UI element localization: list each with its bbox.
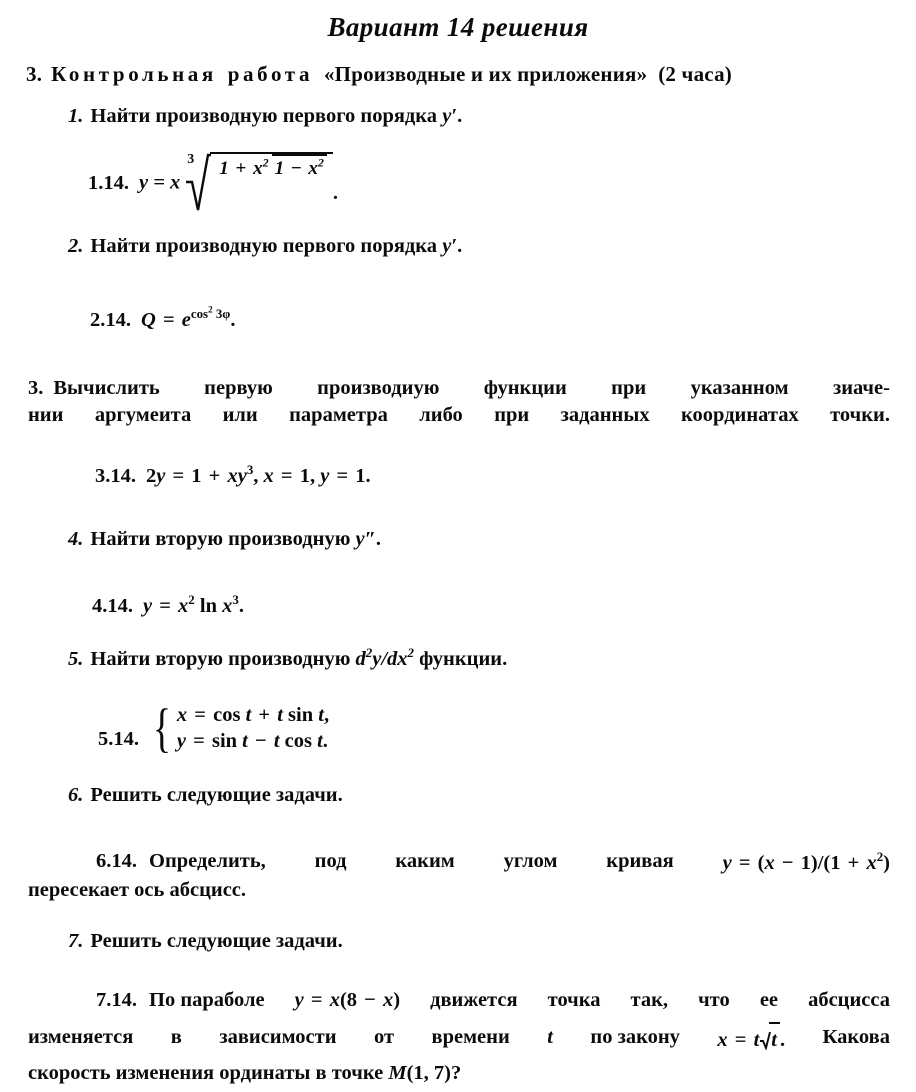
task-heading-end-4: . — [375, 528, 382, 550]
task-heading-symbol-4: y″ — [355, 528, 376, 550]
problem-7-14-formula-1: y = x(8 − x) — [294, 989, 401, 1011]
problem-6-14-formula: $y = (x - 1)/(1 + x^2)$ — [722, 849, 890, 874]
task-number-7: 7. — [68, 930, 84, 952]
p714-b5: ее — [759, 989, 779, 1011]
p714-c4: от — [374, 1025, 395, 1048]
problem-6-14-line-1 — [28, 848, 890, 877]
task-heading-symbol-1: y′ — [442, 105, 458, 127]
section-label-before: Контрольная — [51, 62, 217, 86]
left-brace-icon: { — [152, 698, 172, 759]
problem-2-14-end: . — [230, 309, 236, 332]
problem-6-14 — [28, 848, 890, 904]
t3b-w1: нии — [28, 404, 64, 427]
task-heading-3-line-1 — [28, 375, 890, 402]
p614-w2: под — [314, 850, 347, 872]
problem-number-3-14: 3.14. — [95, 464, 136, 487]
task-heading-3 — [28, 375, 890, 429]
problem-2-14-equals: = — [162, 309, 175, 332]
radicand-fraction — [210, 152, 333, 180]
problem-2-14-exponent: cos2 3φ — [190, 305, 231, 322]
radicand-t: t — [769, 1022, 780, 1056]
problem-7-14-line-3: скорость изменения ординаты в точке M(1, 7)? — [28, 1061, 462, 1084]
task-heading-7 — [68, 930, 343, 953]
system-equation-2: y = sin t − t cos t. — [176, 730, 328, 753]
problem-number-2-14: 2.14. — [90, 309, 131, 332]
fraction-denominator: $1 - x^2$ — [272, 154, 327, 179]
problem-4-14 — [92, 592, 244, 618]
system-equation-1: x = cos t + t sin t, — [176, 704, 330, 726]
p614-w4: углом — [503, 850, 558, 872]
point-label-M: M — [388, 1061, 407, 1084]
t3-w2: первую — [204, 377, 273, 399]
t3-w5: при — [611, 377, 647, 399]
problem-2-14-base: e — [181, 309, 191, 332]
page-title: Вариант 14 решения — [327, 12, 589, 42]
task-heading-end-2: . — [457, 235, 463, 257]
p614-w3: каким — [395, 850, 455, 872]
root-index-3: 3 — [187, 152, 195, 167]
task-heading-text-4: Найти вторую производную — [90, 528, 351, 550]
task-number-6: 6. — [68, 784, 84, 806]
t3-w3: производиую — [317, 377, 440, 399]
problem-4-14-body: $y = x^2$ $\ln x^3$. — [143, 592, 244, 617]
task-heading-text-6: Решить следующие задачи. — [90, 784, 343, 806]
p714-a: По параболе — [149, 989, 265, 1011]
equation-system — [149, 698, 330, 759]
p714-c2: в — [170, 1025, 182, 1048]
t3b-w2: аргумеита — [94, 404, 192, 427]
problem-number-4-14: 4.14. — [92, 594, 133, 617]
p714-c5: времени — [431, 1025, 510, 1048]
problem-number-5-14: 5.14. — [98, 727, 139, 750]
t3b-w3: или — [222, 404, 258, 427]
task-heading-4 — [68, 528, 381, 551]
task-heading-text-7: Решить следующие задачи. — [90, 930, 343, 952]
problem-1-14 — [88, 150, 338, 218]
section-duration: (2 часа) — [658, 62, 732, 86]
t3b-w8: координатах — [681, 404, 799, 427]
p714-b4: что — [698, 989, 730, 1011]
task-number-5: 5. — [68, 647, 84, 670]
section-heading — [26, 62, 892, 87]
problem-3-14 — [95, 462, 371, 488]
task-heading-text-2: Найти производную первого порядка — [90, 235, 438, 257]
task-number-1: 1. — [68, 105, 84, 127]
square-root-icon — [759, 1022, 780, 1056]
problem-6-14-line-2: пересекает ось абсцисс. — [28, 878, 247, 901]
p714-c1: изменяется — [28, 1025, 134, 1048]
p714-b2: точка — [547, 989, 601, 1011]
p614-w1: Определить, — [149, 850, 266, 872]
p714-b3: так, — [630, 989, 669, 1011]
task-heading-symbol-5: $d^2y/dx^2$ — [355, 645, 414, 670]
problem-2-14-lhs: Q — [141, 309, 156, 332]
section-quoted-title: «Производные и их приложения» — [323, 62, 648, 86]
task-heading-1 — [68, 105, 462, 128]
problem-number-1-14: 1.14. — [88, 171, 129, 194]
task-heading-5 — [68, 645, 507, 671]
p714-c3: зависимости — [219, 1025, 337, 1048]
section-number: 3. — [26, 62, 43, 86]
t3-w7: зиаче- — [832, 377, 890, 399]
task-heading-text-1: Найти производную первого порядка — [90, 105, 438, 127]
task-number-4: 4. — [68, 528, 84, 550]
section-label-work: работа — [227, 62, 314, 86]
problem-2-14 — [90, 305, 235, 332]
problem-7-14 — [28, 985, 890, 1088]
p714-b6: абсцисса — [808, 989, 890, 1011]
p614-w5: кривая — [606, 850, 674, 872]
task-number-2: 2. — [68, 235, 84, 257]
problem-3-14-body: $2y = 1 + xy^3$, x = 1, y = 1. — [146, 462, 371, 487]
problem-7-14-line-1 — [28, 985, 890, 1016]
cube-root-expression — [180, 150, 333, 218]
t3-w1: Вычислить — [53, 377, 160, 399]
p714-c6: по закону — [590, 1025, 680, 1048]
fraction-numerator: $1 + x^2$ — [219, 156, 269, 180]
problem-number-7-14: 7.14. — [96, 989, 137, 1011]
t3b-w7: заданных — [560, 404, 650, 427]
t3b-w5: либо — [419, 404, 463, 427]
problem-7-14-formula-2: x = t t . — [717, 1022, 785, 1056]
task-heading-6 — [68, 784, 343, 807]
task-number-3: 3. — [28, 377, 44, 399]
task-heading-3-line-2 — [28, 402, 890, 429]
problem-1-14-end: . — [332, 181, 339, 204]
task-heading-end-1: . — [457, 105, 463, 127]
p714-c7: Какова — [822, 1025, 890, 1048]
t3-w4: функции — [483, 377, 567, 399]
t3b-w6: при — [494, 404, 530, 427]
t3-w6: указанном — [690, 377, 789, 399]
t3b-w4: параметра — [289, 404, 388, 427]
problem-5-14 — [98, 698, 330, 759]
p714-d1: скорость изменения ординаты в точке — [28, 1061, 384, 1084]
problem-1-14-factor: x — [170, 171, 181, 194]
task-heading-symbol-2: y′ — [442, 235, 458, 257]
problem-1-14-lhs: y = — [139, 171, 165, 194]
problem-number-6-14: 6.14. — [96, 850, 137, 872]
problem-7-14-line-2 — [28, 1022, 890, 1056]
task-heading-after-5: функции. — [419, 647, 508, 670]
problem-7-14-var-t: t — [547, 1025, 553, 1048]
task-heading-2 — [68, 235, 462, 258]
p714-b1: движется — [430, 989, 518, 1011]
t3b-w9: точки. — [830, 404, 890, 427]
fraction — [216, 156, 327, 180]
task-heading-text-5: Найти вторую производную — [90, 647, 351, 670]
